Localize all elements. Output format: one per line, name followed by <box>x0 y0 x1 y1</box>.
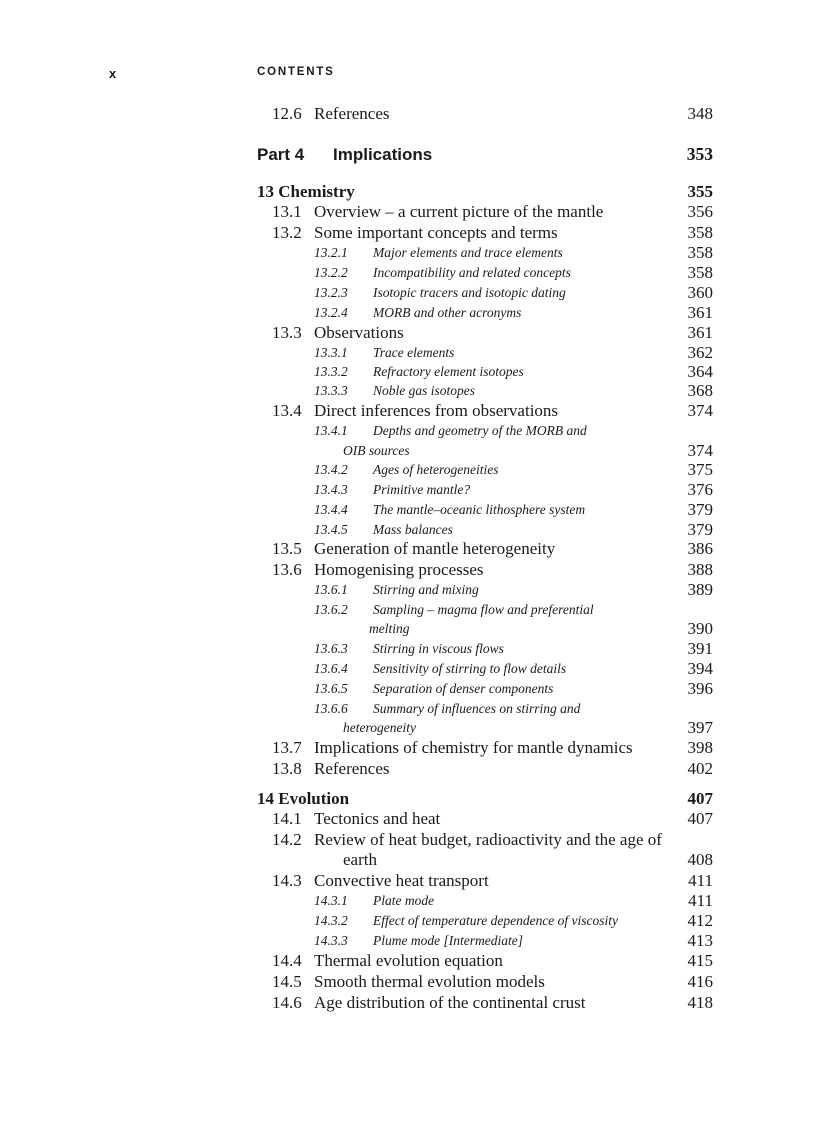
entry-page: 397 <box>687 718 713 737</box>
entry-title: Smooth thermal evolution models <box>314 972 545 991</box>
entry-number: 13.4 <box>272 401 302 420</box>
entry-number: 13.4.1 <box>314 423 348 438</box>
entry-number: 13.3.3 <box>314 383 348 398</box>
entry-number: 14.3.1 <box>314 893 348 908</box>
entry-title: Homogenising processes <box>314 560 484 579</box>
entry-title: Tectonics and heat <box>314 809 441 828</box>
entry-title: Sampling – magma flow and preferential <box>373 602 594 617</box>
entry-page: 364 <box>687 362 713 381</box>
entry-page: 374 <box>687 441 713 460</box>
entry-page: 375 <box>687 460 713 479</box>
entry-number: 13.7 <box>272 738 302 757</box>
entry-title: Thermal evolution equation <box>314 951 503 970</box>
entry-title: Major elements and trace elements <box>373 245 563 260</box>
toc-entry-14-3-1[interactable] <box>257 891 713 911</box>
entry-page: 411 <box>688 871 713 890</box>
entry-title: Summary of influences on stirring and <box>373 701 581 716</box>
toc-entry-13-5[interactable] <box>257 539 713 560</box>
entry-number: 14.1 <box>272 809 302 828</box>
entry-title-continuation: heterogeneity <box>343 720 416 735</box>
entry-title: Effect of temperature dependence of viscosity <box>373 913 619 928</box>
toc-entry-13-2-1[interactable] <box>257 243 713 263</box>
toc-entry-13-6-2-cont[interactable] <box>257 619 713 639</box>
toc-entry-13-6-6-cont[interactable] <box>257 718 713 738</box>
entry-title: References <box>314 759 390 778</box>
toc-entry-13-2[interactable] <box>257 223 713 243</box>
entry-title: References <box>314 104 390 123</box>
toc-entry-13-7[interactable] <box>257 738 713 759</box>
toc-entry-12-6[interactable] <box>257 104 713 124</box>
entry-number: 13.6.4 <box>314 661 348 676</box>
part-page: 353 <box>686 144 713 164</box>
entry-title: Direct inferences from observations <box>314 401 559 420</box>
entry-page: 389 <box>687 580 713 599</box>
toc-entry-13-6-4[interactable] <box>257 659 713 679</box>
entry-number: 13.2.4 <box>314 305 348 320</box>
entry-title: Plume mode [Intermediate] <box>373 933 523 948</box>
entry-number: 13.1 <box>272 202 302 221</box>
entry-page: 374 <box>687 401 713 420</box>
entry-number: 13.2.3 <box>314 285 348 300</box>
toc-entry-14-2-cont[interactable] <box>257 850 713 871</box>
entry-number: 14.2 <box>272 830 302 849</box>
toc-entry-13-2-3[interactable] <box>257 283 713 303</box>
entry-number: 14.5 <box>272 972 302 991</box>
entry-page: 413 <box>687 931 713 950</box>
toc-entry-14-3-3[interactable] <box>257 931 713 951</box>
entry-number: 14.6 <box>272 993 302 1012</box>
toc-entry-14-3-2[interactable] <box>257 911 713 931</box>
entry-number: 13.6.6 <box>314 701 348 716</box>
entry-number: 14.3 <box>272 871 302 890</box>
entry-title: Plate mode <box>373 893 435 908</box>
entry-number: 13.6.2 <box>314 602 348 617</box>
entry-title: MORB and other acronyms <box>373 305 522 320</box>
toc-entry-13-4[interactable] <box>257 401 713 421</box>
part-title: Implications <box>333 145 433 164</box>
toc-part-4[interactable] <box>257 145 713 165</box>
toc-entry-14-1[interactable] <box>257 809 713 830</box>
toc-entry-13-4-1-cont[interactable] <box>257 441 713 460</box>
entry-page: 412 <box>687 911 713 930</box>
entry-number: 13.6.3 <box>314 641 348 656</box>
entry-title: Observations <box>314 323 404 342</box>
entry-number: 12.6 <box>272 104 302 123</box>
toc-entry-13-6-6[interactable] <box>257 699 713 718</box>
entry-page: 379 <box>687 500 713 519</box>
entry-page: 407 <box>687 809 713 828</box>
toc-entry-14-4[interactable] <box>257 951 713 972</box>
entry-page: 411 <box>688 891 713 910</box>
entry-page: 361 <box>687 323 713 342</box>
running-head: CONTENTS <box>257 66 335 78</box>
entry-title-continuation: OIB sources <box>343 443 410 458</box>
entry-title: Convective heat transport <box>314 871 489 890</box>
entry-title: Implications of chemistry for mantle dynamics <box>314 738 633 757</box>
toc-entry-13-6-5[interactable] <box>257 679 713 699</box>
entry-title: Isotopic tracers and isotopic dating <box>373 285 566 300</box>
entry-number: 14.3.2 <box>314 913 348 928</box>
entry-page: 358 <box>687 263 713 282</box>
entry-title: Depths and geometry of the MORB and <box>373 423 587 438</box>
toc-entry-13-3-1[interactable] <box>257 343 713 362</box>
toc-entry-14-6[interactable] <box>257 993 713 1013</box>
chapter-title: 13 Chemistry <box>257 182 355 201</box>
entry-number: 13.4.2 <box>314 462 348 477</box>
entry-page: 376 <box>687 480 713 499</box>
toc-entry-13-3-2[interactable] <box>257 362 713 381</box>
entry-number: 13.6.1 <box>314 582 348 597</box>
entry-title: Overview – a current picture of the mantle <box>314 202 604 221</box>
entry-title: Review of heat budget, radioactivity and the age of <box>314 830 662 849</box>
entry-page: 416 <box>687 972 713 991</box>
toc-entry-13-3-3[interactable] <box>257 381 713 401</box>
entry-number: 13.4.5 <box>314 522 348 537</box>
toc-entry-13-6[interactable] <box>257 560 713 580</box>
entry-page: 356 <box>687 202 713 221</box>
entry-title: Trace elements <box>373 345 455 360</box>
entry-page: 360 <box>687 283 713 302</box>
entry-number: 13.6.5 <box>314 681 348 696</box>
toc-entry-13-2-4[interactable] <box>257 303 713 323</box>
toc-entry-13-4-1[interactable] <box>257 421 713 441</box>
entry-page: 388 <box>687 560 713 579</box>
toc-entry-14-5[interactable] <box>257 972 713 993</box>
entry-title: Mass balances <box>373 522 453 537</box>
table-of-contents <box>257 104 713 1013</box>
part-label: Part 4 <box>257 145 305 164</box>
entry-title: Noble gas isotopes <box>373 383 476 398</box>
entry-number: 14.4 <box>272 951 302 970</box>
toc-entry-13-4-5[interactable] <box>257 520 713 539</box>
entry-page: 396 <box>687 679 713 698</box>
entry-title: Refractory element isotopes <box>373 364 524 379</box>
entry-title-continuation: earth <box>343 850 377 869</box>
toc-chapter-13[interactable] <box>257 182 713 202</box>
entry-title: The mantle–oceanic lithosphere system <box>373 502 586 517</box>
entry-number: 13.5 <box>272 539 302 558</box>
chapter-title: 14 Evolution <box>257 789 350 808</box>
toc-entry-13-2-2[interactable] <box>257 263 713 283</box>
entry-number: 13.2.1 <box>314 245 348 260</box>
entry-page: 361 <box>687 303 713 322</box>
entry-page: 402 <box>687 759 713 778</box>
entry-number: 13.3.1 <box>314 345 348 360</box>
entry-page: 368 <box>687 381 713 400</box>
entry-page: 408 <box>687 850 713 869</box>
toc-entry-13-8[interactable] <box>257 759 713 779</box>
entry-number: 14.3.3 <box>314 933 348 948</box>
entry-page: 386 <box>687 539 713 558</box>
entry-number: 13.3.2 <box>314 364 348 379</box>
entry-page: 394 <box>687 659 713 678</box>
chapter-page: 407 <box>687 789 713 808</box>
entry-title-continuation: melting <box>369 621 410 636</box>
chapter-page: 355 <box>687 182 713 201</box>
entry-page: 390 <box>687 619 713 638</box>
entry-title: Stirring and mixing <box>373 582 479 597</box>
entry-title: Stirring in viscous flows <box>373 641 504 656</box>
entry-title: Generation of mantle heterogeneity <box>314 539 556 558</box>
entry-page: 418 <box>687 993 713 1012</box>
toc-entry-13-4-4[interactable] <box>257 500 713 520</box>
toc-entry-13-6-1[interactable] <box>257 580 713 600</box>
entry-title: Primitive mantle? <box>373 482 471 497</box>
entry-number: 13.4.4 <box>314 502 348 517</box>
toc-entry-13-1[interactable] <box>257 202 713 223</box>
entry-page: 398 <box>687 738 713 757</box>
entry-number: 13.6 <box>272 560 302 579</box>
entry-number: 13.3 <box>272 323 302 342</box>
entry-page: 391 <box>687 639 713 658</box>
page-number: x <box>109 66 117 81</box>
entry-number: 13.2.2 <box>314 265 348 280</box>
entry-title: Separation of denser components <box>373 681 554 696</box>
entry-number: 13.8 <box>272 759 302 778</box>
toc-entry-13-3[interactable] <box>257 323 713 343</box>
entry-page: 348 <box>687 104 713 123</box>
entry-page: 362 <box>687 343 713 362</box>
entry-page: 379 <box>687 520 713 539</box>
entry-title: Some important concepts and terms <box>314 223 558 242</box>
toc-entry-13-6-2[interactable] <box>257 600 713 619</box>
toc-entry-13-6-3[interactable] <box>257 639 713 659</box>
entry-title: Incompatibility and related concepts <box>373 265 571 280</box>
entry-number: 13.2 <box>272 223 302 242</box>
entry-page: 358 <box>687 223 713 242</box>
entry-page: 415 <box>687 951 713 970</box>
entry-title: Sensitivity of stirring to flow details <box>373 661 567 676</box>
entry-title: Age distribution of the continental crust <box>314 993 586 1012</box>
toc-entry-13-4-2[interactable] <box>257 460 713 480</box>
entry-number: 13.4.3 <box>314 482 348 497</box>
toc-entry-14-3[interactable] <box>257 871 713 891</box>
toc-entry-13-4-3[interactable] <box>257 480 713 500</box>
entry-title: Ages of heterogeneities <box>373 462 499 477</box>
entry-page: 358 <box>687 243 713 262</box>
toc-chapter-14[interactable] <box>257 789 713 809</box>
toc-entry-14-2[interactable] <box>257 830 713 850</box>
